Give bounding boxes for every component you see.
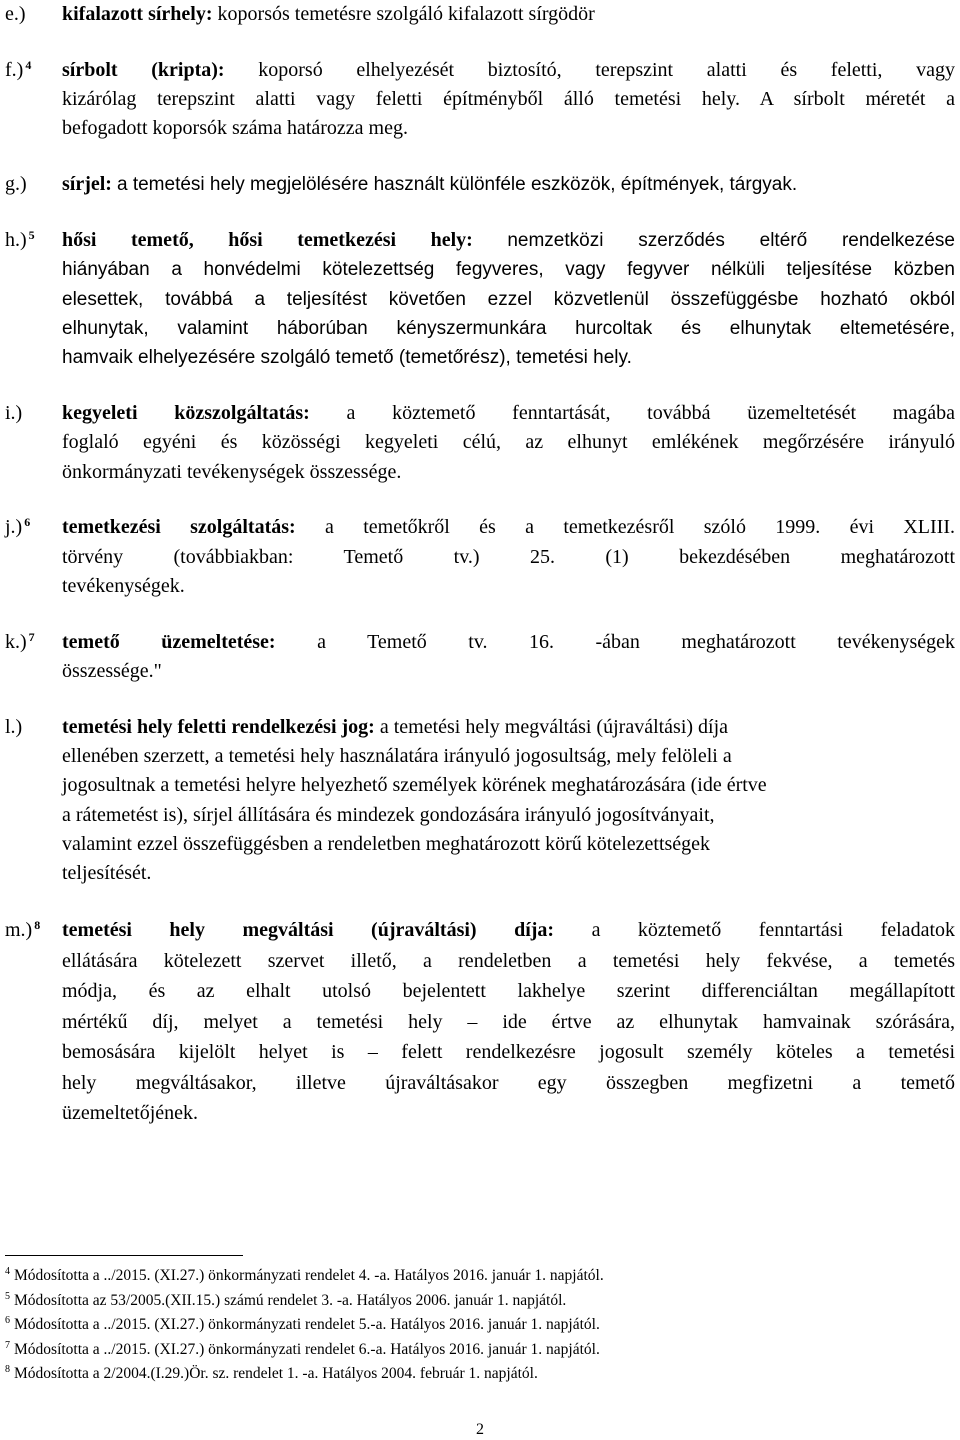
definition-body	[62, 628, 955, 687]
definition-i	[0, 399, 955, 487]
definition-text: valamint ezzel összefüggésben a rendeletben meghatározott körű kötelezettségek	[62, 833, 711, 856]
definition-text: teljesítését.	[62, 862, 152, 885]
definition-line	[62, 771, 955, 800]
definition-text: koporsós temetésre szolgáló kifalazott sírgödör	[217, 3, 595, 25]
definition-line	[62, 85, 955, 114]
definition-line	[62, 0, 955, 29]
definition-label	[5, 713, 22, 742]
footnote-text: Módosította a 2/2004.(I.29.)Ör. sz. rendelet 1. -a. Hatályos 2004. február 1. napjától.	[14, 1365, 538, 1382]
footnote-text: Módosította a ../2015. (XI.27.) önkormányzati rendelet 5.-a. Hatályos 2016. január 1. napjától.	[14, 1316, 600, 1333]
definition-line	[62, 543, 955, 572]
definition-text: a köztemető fenntartását, továbbá üzemeltetését magába	[346, 401, 955, 424]
definition-body	[62, 56, 955, 144]
definition-line	[62, 801, 955, 830]
definition-line	[62, 285, 955, 314]
definition-k	[0, 628, 955, 687]
definition-line	[62, 255, 955, 284]
footnote	[5, 1264, 945, 1289]
definition-label	[5, 915, 40, 946]
definition-text: üzemeltetőjének.	[62, 1102, 199, 1125]
definition-line	[62, 399, 955, 428]
definition-body	[62, 226, 955, 372]
definition-body	[62, 915, 955, 1129]
footnote-ref: 6	[24, 515, 31, 530]
footnote-text: Módosította a ../2015. (XI.27.) önkormányzati rendelet 4. -a. Hatályos 2016. január 1. napjától.	[14, 1267, 604, 1284]
definition-text: elhunytak, valamint háborúban kényszermunkára hurcoltak és elhunytak eltemetésére,	[62, 317, 955, 339]
definition-label	[5, 226, 35, 255]
defined-term: temetkezési szolgáltatás:	[62, 516, 296, 539]
definition-text: módja, és az elhalt utolsó bejelentett lakhelye szerint differenciáltan megállapított	[62, 980, 955, 1003]
definition-line	[62, 1037, 955, 1068]
definition-text: hiányában a honvédelmi kötelezettség fegyveres, vagy fegyver nélküli teljesítése közben	[62, 259, 955, 281]
definition-text: tevékenységek.	[62, 574, 185, 597]
definition-label	[5, 628, 35, 657]
defined-term: kegyeleti közszolgáltatás:	[62, 401, 310, 424]
definition-marker: e.)	[5, 3, 26, 25]
definition-label	[5, 399, 22, 428]
footnote-ref: 8	[34, 918, 41, 933]
footnote	[5, 1362, 945, 1387]
definition-body	[62, 0, 955, 29]
definition-text: ellátására kötelezett szervet illető, a rendeletben a temetési hely fekvése, a temetés	[62, 949, 955, 972]
definition-line	[62, 572, 955, 601]
definition-marker: g.)	[5, 173, 27, 196]
definition-line	[62, 628, 955, 657]
footnote-number: 8	[5, 1364, 10, 1375]
definition-text: befogadott koporsók száma határozza meg.	[62, 117, 408, 140]
definition-line	[62, 343, 955, 372]
defined-term: temető üzemeltetése:	[62, 630, 276, 653]
definition-marker: l.)	[5, 715, 23, 738]
definition-line	[62, 946, 955, 977]
definition-l	[0, 713, 955, 889]
definition-line	[62, 114, 955, 143]
definition-text: koporsó elhelyezését biztosító, terepszint alatti és feletti, vagy	[258, 58, 955, 81]
footnote	[5, 1313, 945, 1338]
definition-line	[62, 657, 955, 686]
definition-text: a rátemetést is), sírjel állítására és mindezek gondozására irányuló jogosítványait,	[62, 803, 715, 826]
definition-line	[62, 513, 955, 542]
definition-marker: f.)	[5, 58, 24, 81]
definition-text: a köztemető fenntartási feladatok	[591, 919, 955, 942]
definition-marker: h.)	[5, 228, 27, 251]
definition-text: a temetőkről és a temetkezésről szóló 1999. évi XLIII.	[325, 516, 955, 539]
definition-h	[0, 226, 955, 372]
definition-line	[62, 742, 955, 771]
definition-text: nemzetközi szerződés eltérő rendelkezése	[507, 229, 955, 251]
definition-marker: m.)	[5, 919, 33, 942]
footnote-number: 7	[5, 1339, 10, 1351]
definition-body	[62, 399, 955, 487]
definition-text: hamvaik elhelyezésére szolgáló temető (temetőrész), temetési hely.	[62, 347, 632, 369]
definition-line	[62, 226, 955, 255]
definition-f	[0, 56, 955, 144]
defined-term: sírbolt (kripta):	[62, 58, 225, 81]
definition-text: bemosására kijelölt helyet is – felett rendelkezésre jogosult személy köteles a temetési	[62, 1041, 955, 1064]
definition-text: a Temető tv. 16. -ában meghatározott tevékenységek	[317, 630, 956, 653]
definition-marker: j.)	[5, 516, 23, 539]
definition-label	[5, 170, 27, 199]
footnote-text: Módosította a ../2015. (XI.27.) önkormányzati rendelet 6.-a. Hatályos 2016. január 1. napjától.	[14, 1340, 600, 1358]
footnote	[5, 1338, 945, 1363]
definition-line	[62, 170, 955, 199]
definition-line	[62, 314, 955, 343]
definition-marker: k.)	[5, 630, 27, 653]
footnote-number: 6	[5, 1315, 10, 1326]
definition-body	[62, 513, 955, 601]
definition-line	[62, 830, 955, 859]
definition-text: foglaló egyéni és közösségi kegyeleti célú, az elhunyt emlékének megőrzésére irányuló	[62, 431, 955, 454]
definition-e	[0, 0, 955, 29]
definition-text: a temetési hely megjelölésére használt különféle eszközök, építmények, tárgyak.	[116, 174, 798, 196]
definition-text: jogosultnak a temetési helyre helyezhető személyek körének meghatározására (ide értve	[62, 774, 767, 797]
definition-label	[5, 0, 26, 29]
definition-line	[62, 458, 955, 487]
definition-line	[62, 1098, 955, 1129]
definition-body	[62, 713, 955, 889]
footnote	[5, 1289, 945, 1314]
footnotes-list	[5, 1264, 945, 1387]
definition-text: mértékű díj, melyet a temetési hely – ide értve az elhunytak hamvainak szórására,	[62, 1010, 955, 1033]
definition-line	[62, 1068, 955, 1099]
definition-text: önkormányzati tevékenységek összessége.	[62, 460, 402, 483]
definition-body	[62, 170, 955, 199]
defined-term: temetési hely feletti rendelkezési jog:	[62, 715, 375, 738]
footnote-number: 5	[5, 1290, 10, 1302]
definition-g	[0, 170, 955, 199]
definition-line	[62, 976, 955, 1007]
definition-line	[62, 915, 955, 946]
definition-text: hely megváltásakor, illetve újraváltásakor egy összegben megfizetni a temető	[62, 1071, 955, 1094]
defined-term: temetési hely megváltási (újraváltási) díja:	[62, 919, 555, 942]
footnote-ref: 4	[25, 57, 32, 72]
definition-marker: i.)	[5, 401, 23, 424]
footnote-ref: 7	[28, 629, 35, 644]
defined-term: kifalazott sírhely:	[62, 3, 213, 25]
definition-text: kizárólag terepszint alatti vagy feletti építményből álló temetési hely. A sírbolt méretét a	[62, 88, 955, 111]
definition-label	[5, 513, 30, 542]
footnote-number: 4	[5, 1266, 10, 1277]
definition-line	[62, 1007, 955, 1038]
definition-line	[62, 428, 955, 457]
definition-line	[62, 859, 955, 888]
definition-j	[0, 513, 955, 601]
definition-text: elesettek, továbbá a teljesítést követően ezzel közvetlenül összefüggésbe hozható okból	[62, 288, 955, 310]
definition-line	[62, 713, 955, 742]
definition-m	[0, 915, 955, 1129]
page-number: 2	[476, 1421, 484, 1438]
definition-label	[5, 56, 31, 85]
definition-text: törvény (továbbiakban: Temető tv.) 25. (1) bekezdésében meghatározott	[62, 545, 955, 568]
defined-term: hősi temető, hősi temetkezési hely:	[62, 228, 473, 251]
footnote-text: Módosította az 53/2005.(XII.15.) számú rendelet 3. -a. Hatályos 2006. január 1. napjától.	[14, 1291, 567, 1309]
definition-text: ellenében szerzett, a temetési hely használatára irányuló jogosultság, mely felöleli a	[62, 745, 732, 768]
footnote-separator	[5, 1255, 243, 1256]
definition-text: a temetési hely megváltási (újraváltási) díja	[379, 715, 729, 738]
defined-term: sírjel:	[62, 173, 112, 196]
footnote-ref: 5	[28, 227, 35, 242]
definition-text: összessége."	[62, 660, 162, 683]
definition-line	[62, 56, 955, 85]
